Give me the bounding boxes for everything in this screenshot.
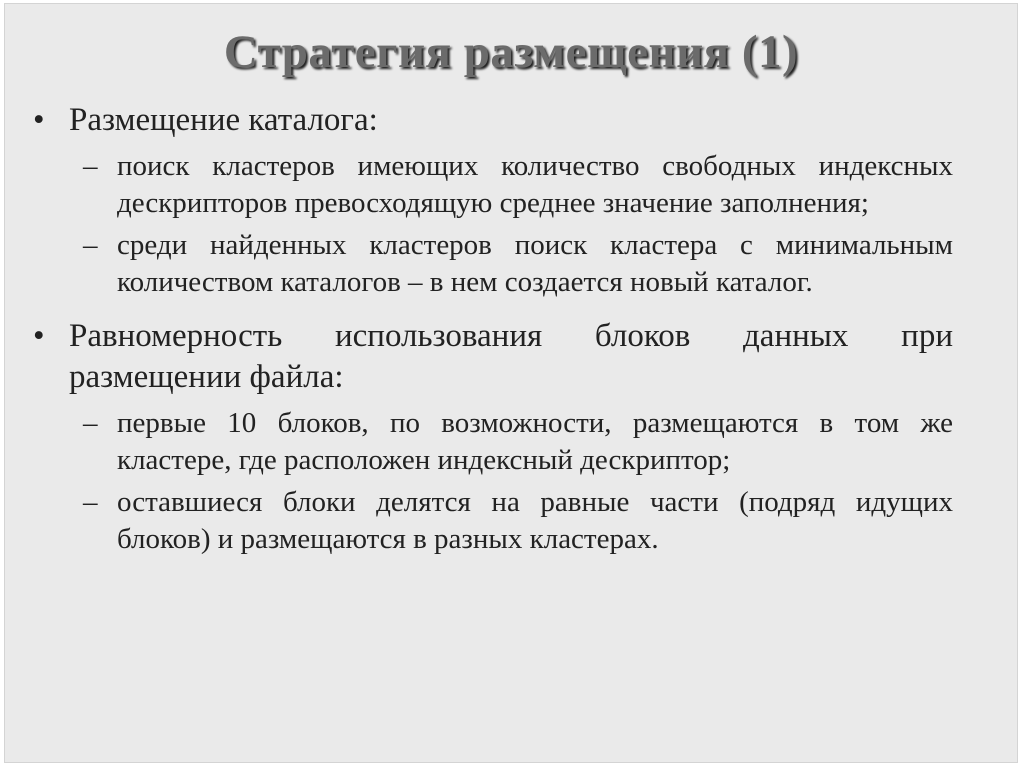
sub-item-text: среди найденных кластеров поиск кластера с минимальным количеством каталогов – в нем создается новый каталог.	[117, 229, 953, 298]
sub-item-text: поиск кластеров имеющих количество свободных индексных дескрипторов превосходящую среднее значение заполнения;	[117, 150, 953, 219]
dash-marker: –	[83, 229, 98, 261]
slide-content	[31, 100, 953, 563]
sub-item-text: первые 10 блоков, по возможности, размещаются в том же кластере, где расположен индексный дескриптор;	[117, 407, 953, 476]
bullet-marker: •	[33, 318, 45, 354]
bullet-item	[31, 316, 953, 398]
sub-item	[31, 405, 953, 479]
bullet-marker: •	[33, 102, 45, 138]
bullet-text: Равномерность использования блоков данных при размещении файла:	[69, 318, 953, 395]
sub-item	[31, 148, 953, 222]
sub-item	[31, 484, 953, 558]
dash-marker: –	[83, 407, 98, 439]
bullet-text: Размещение каталога:	[69, 102, 378, 138]
dash-marker: –	[83, 150, 98, 182]
sub-item	[31, 227, 953, 301]
bullet-item	[31, 100, 953, 141]
slide	[4, 3, 1018, 763]
dash-marker: –	[83, 486, 98, 518]
sub-item-text: оставшиеся блоки делятся на равные части (подряд идущих блоков) и размещаются в разных кластерах.	[117, 486, 953, 555]
slide-title: Стратегия размещения (1)	[223, 26, 799, 78]
